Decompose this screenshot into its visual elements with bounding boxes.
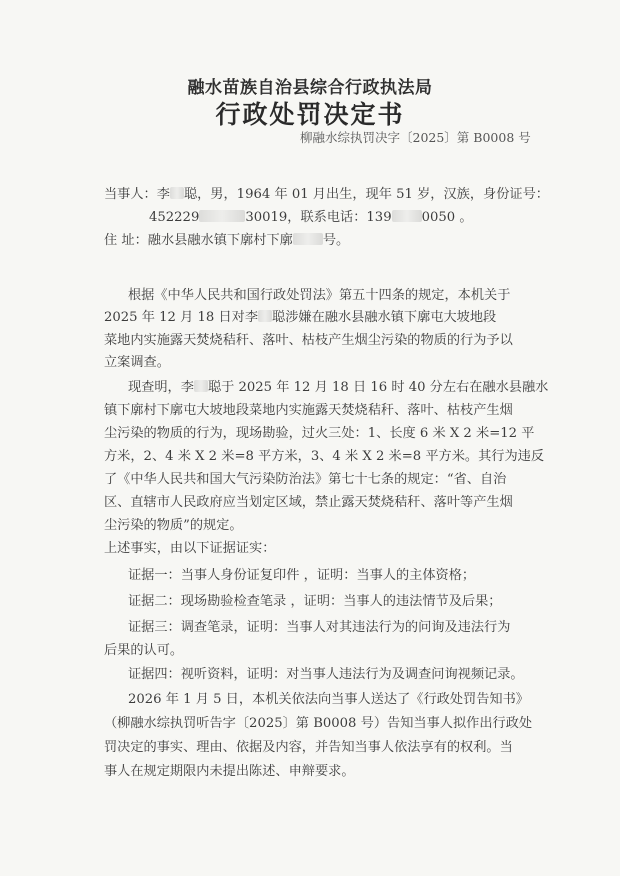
redaction-mask (170, 187, 184, 199)
redaction-mask (392, 210, 422, 222)
paragraph-4-line-4: 事人在规定期限内未提出陈述、申辩要求。 (104, 764, 355, 779)
evidence-2: 证据二：现场勘验检查笔录 ，证明：当事人的违法情节及后果； (128, 594, 502, 609)
address-label: 住 址： (104, 233, 148, 248)
evidence-3-line-1: 证据三：调查笔录，证明：当事人对其违法行为的问询及违法行为 (128, 620, 511, 635)
evidence-4: 证据四：视听资料，证明：对当事人违法行为及调查问询视频记录。 (128, 667, 524, 682)
paragraph-2-line-5: 了《中华人民共和国大气污染防治法》第七十七条的规定：“省、自治 (104, 472, 507, 487)
evidence-3-line-2: 后果的认可。 (104, 643, 184, 658)
paragraph-2-line-4: 方米，2、4 米 X 2 米=8 平方米，3、4 米 X 2 米=8 平方米。其行为违反 (104, 449, 545, 464)
address-tail: 号。 (322, 233, 350, 248)
paragraph-1-line-1: 根据《中华人民共和国行政处罚法》第五十四条的规定，本机关于 (128, 288, 511, 303)
paragraph-2-line-3: 尘污染的物质的行为，现场勘验，过火三处：1、长度 6 米 X 2 米=12 平 (104, 426, 535, 441)
evidence-1: 证据一：当事人身份证复印件 ，证明：当事人的主体资格； (128, 568, 476, 583)
party-label-name: 当事人：李 (104, 187, 170, 202)
document-number: 柳融水综执罚决字〔2025〕第 B0008 号 (300, 130, 531, 145)
id-number-prefix: 452229 (149, 210, 200, 225)
redaction-mask (258, 310, 272, 322)
evidence-intro: 上述事实，由以下证据证实： (104, 541, 276, 556)
paragraph-1-line-3: 菜地内实施露天焚烧秸秆、落叶、枯枝产生烟尘污染的物质的行为予以 (104, 333, 513, 348)
party-line-2 (149, 206, 473, 225)
address-value: 融水县融水镇下廓村下廓 (147, 233, 293, 248)
paragraph-2-line-6: 区、直辖市人民政府应当划定区域，禁止露天焚烧秸秆、落叶等产生烟 (104, 495, 513, 510)
paragraph-4-line-3: 罚决定的事实、理由、依据及内容，并告知当事人依法享有的权利。当 (104, 740, 513, 755)
party-line-1 (104, 183, 549, 202)
redaction-mask (293, 233, 323, 245)
paragraph-4-line-2: （柳融水综执罚听告字〔2025〕第 B0008 号）告知当事人拟作出行政处 (104, 716, 533, 731)
redaction-mask (194, 380, 208, 392)
party-details: 聪，男，1964 年 01 月出生，现年 51 岁，汉族，身份证号： (183, 187, 549, 202)
paragraph-1-line-2: 2025 年 12 月 18 日对李 聪涉嫌在融水县融水镇下廓屯大坡地段 (104, 310, 497, 325)
redaction-mask (199, 210, 245, 222)
document-title: 行政处罚决定书 (215, 100, 405, 129)
address-line (104, 229, 349, 248)
paragraph-2-line-7: 尘污染的物质”的规定。 (104, 518, 243, 533)
paragraph-4-line-1: 2026 年 1 月 5 日，本机关依法向当事人送达了《行政处罚告知书》 (128, 692, 529, 707)
paragraph-2-line-2: 镇下廓村下廓屯大坡地段菜地内实施露天焚烧秸秆、落叶、枯枝产生烟 (104, 403, 513, 418)
id-number-suffix: 30019，联系电话：139 (245, 210, 392, 225)
paragraph-1-line-4: 立案调查。 (104, 355, 170, 370)
issuing-organization: 融水苗族自治县综合行政执法局 (187, 78, 433, 98)
phone-suffix: 0050 。 (421, 210, 473, 225)
paragraph-2-line-1: 现查明，李 聪于 2025 年 12 月 18 日 16 时 40 分左右在融水县融水 (128, 380, 549, 395)
